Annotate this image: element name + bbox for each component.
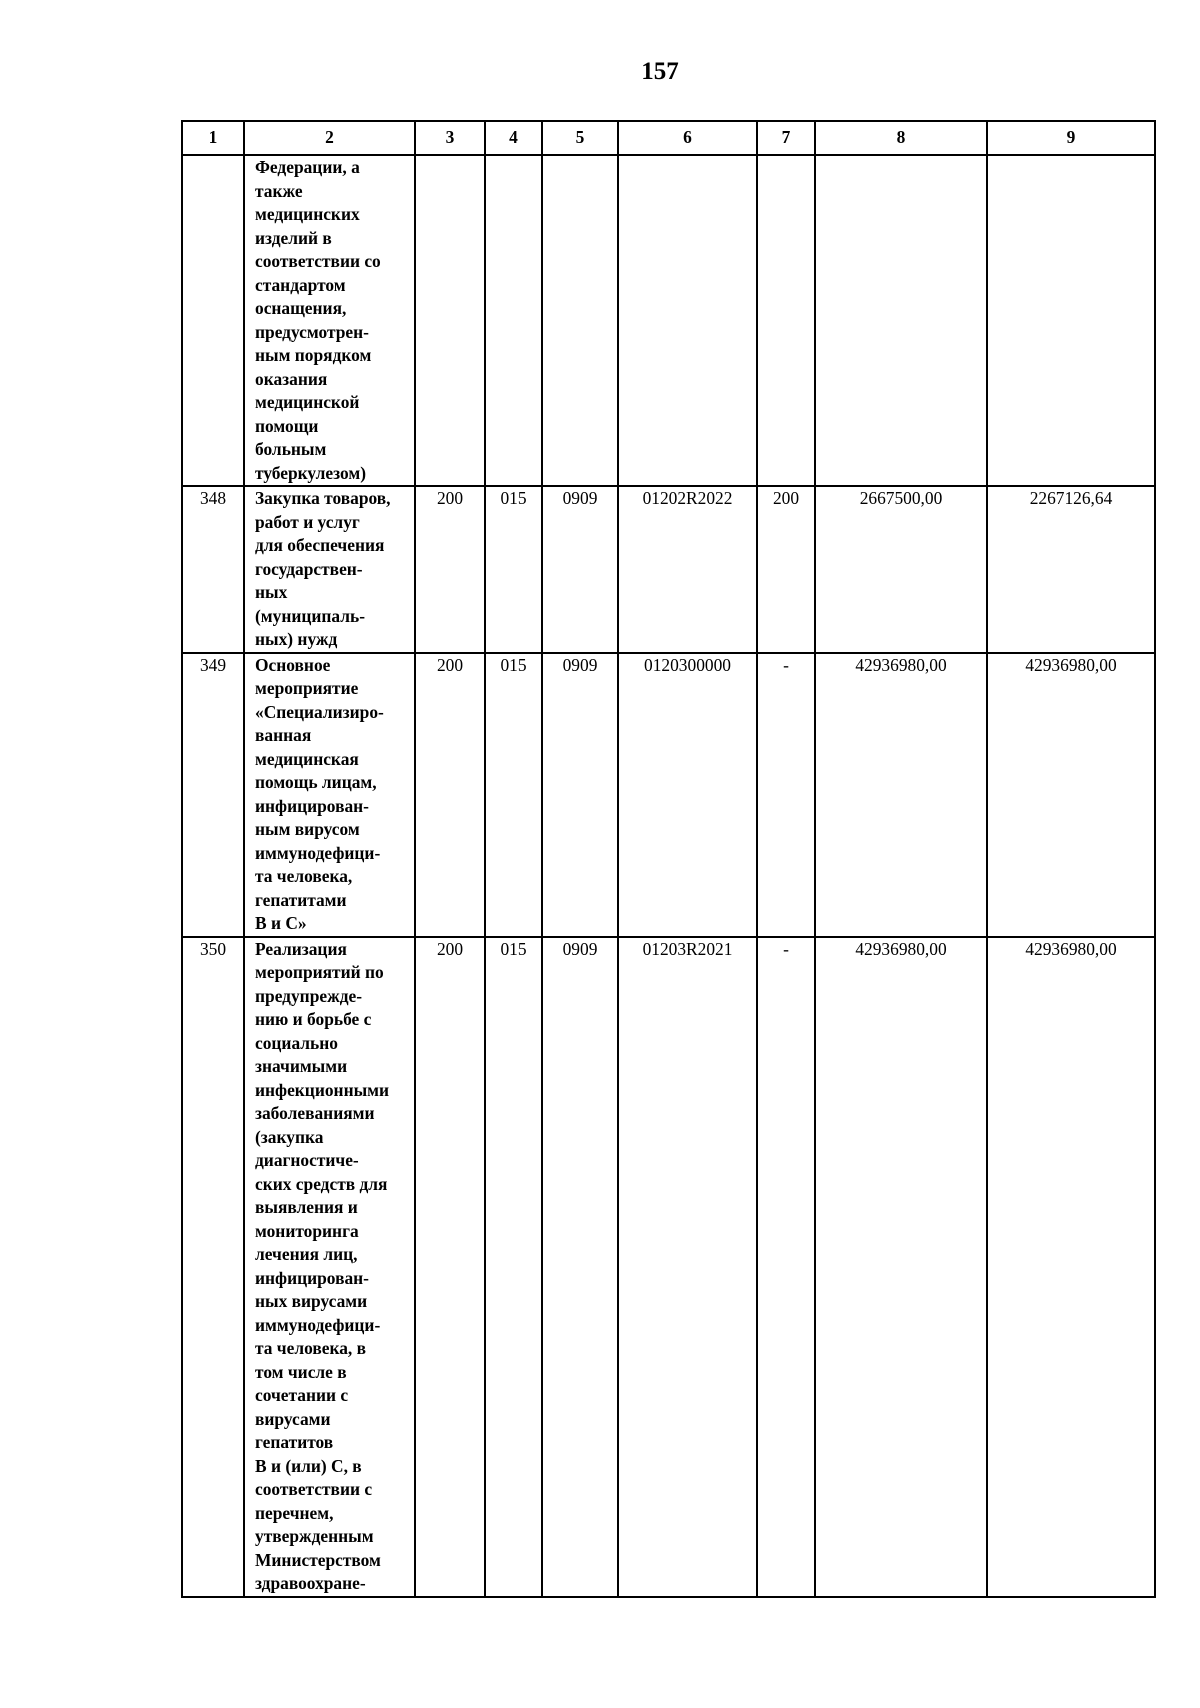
row-col7-cell: - [757,653,815,937]
header-cell-4: 4 [485,121,542,155]
row-description-cell: Реализация мероприятий по предупрежде- нию и борьбе с социально значимыми инфекционными заболеваниями (закупка диагностиче- ских средств для выявления и мониторинга лечения лиц, инфицирован- ных вирусами иммунодефици- та человека, в том числе в сочетании с вирусами гепатитов В и (или) С, в соответствии с перечнем, утвержденным Министерством здравоохране- [244,937,415,1597]
row-col3-cell [415,155,485,486]
row-col5-cell: 0909 [542,653,618,937]
row-col9-cell: 42936980,00 [987,937,1155,1597]
row-col3-cell: 200 [415,653,485,937]
row-number-cell: 348 [182,486,244,653]
table-row [182,653,1155,937]
header-cell-5: 5 [542,121,618,155]
row-col9-cell [987,155,1155,486]
row-col7-cell: 200 [757,486,815,653]
table-row [182,155,1155,486]
row-col5-cell: 0909 [542,486,618,653]
table-row [182,937,1155,1597]
header-cell-2: 2 [244,121,415,155]
row-col5-cell: 0909 [542,937,618,1597]
header-cell-8: 8 [815,121,987,155]
row-col8-cell [815,155,987,486]
budget-table [181,120,1156,1598]
row-col5-cell [542,155,618,486]
page-number: 157 [641,58,679,85]
row-number-cell: 349 [182,653,244,937]
row-col6-cell: 01203R2021 [618,937,757,1597]
table-row [182,486,1155,653]
header-cell-6: 6 [618,121,757,155]
row-col9-cell: 42936980,00 [987,653,1155,937]
row-col4-cell [485,155,542,486]
row-col4-cell: 015 [485,486,542,653]
row-description-cell: Федерации, а также медицинских изделий в соответствии со стандартом оснащения, предусмотрен- ным порядком оказания медицинской помощи больным туберкулезом) [244,155,415,486]
row-description-cell: Основное мероприятие «Специализиро- ванная медицинская помощь лицам, инфицирован- ным вирусом иммунодефици- та человека, гепатитами В и С» [244,653,415,937]
row-col8-cell: 2667500,00 [815,486,987,653]
row-col9-cell: 2267126,64 [987,486,1155,653]
row-col7-cell [757,155,815,486]
row-col8-cell: 42936980,00 [815,653,987,937]
row-col4-cell: 015 [485,653,542,937]
row-description-cell: Закупка товаров, работ и услуг для обеспечения государствен- ных (муниципаль- ных) нужд [244,486,415,653]
row-col6-cell [618,155,757,486]
row-col6-cell: 01202R2022 [618,486,757,653]
header-cell-9: 9 [987,121,1155,155]
row-col7-cell: - [757,937,815,1597]
header-cell-1: 1 [182,121,244,155]
header-row [182,121,1155,155]
row-number-cell [182,155,244,486]
row-col3-cell: 200 [415,486,485,653]
row-col8-cell: 42936980,00 [815,937,987,1597]
row-col3-cell: 200 [415,937,485,1597]
row-col4-cell: 015 [485,937,542,1597]
row-col6-cell: 0120300000 [618,653,757,937]
row-number-cell: 350 [182,937,244,1597]
header-cell-3: 3 [415,121,485,155]
header-cell-7: 7 [757,121,815,155]
